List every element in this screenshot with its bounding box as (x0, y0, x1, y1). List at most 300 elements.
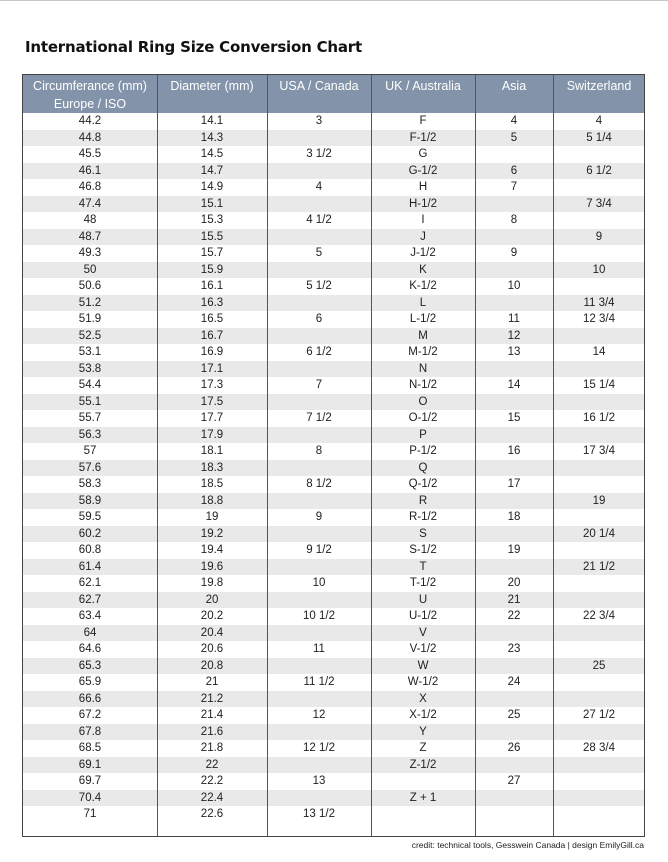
cell-circumference: 50.6 (78, 280, 102, 292)
cell-circumference: 54.4 (78, 379, 102, 391)
cell-asia: 23 (507, 643, 521, 655)
cell-diameter: 16.3 (200, 296, 224, 309)
cell-circumference: 69.7 (78, 775, 102, 787)
cell-asia: 25 (507, 709, 521, 721)
table-row (23, 476, 644, 493)
cell-diameter: 21.4 (200, 709, 224, 721)
cell-uk-australia: N-1/2 (408, 379, 438, 391)
cell-usa-canada (267, 625, 371, 642)
cell-diameter: 21.2 (200, 692, 224, 705)
cell-switzerland: 7 3/4 (586, 197, 612, 210)
cell-circumference: 62.1 (78, 577, 102, 589)
cell-asia (475, 806, 553, 823)
cell-asia: 27 (507, 775, 521, 787)
cell-circumference: 58.3 (78, 478, 102, 490)
cell-circumference: 51.9 (78, 313, 102, 325)
cell-switzerland (553, 212, 645, 229)
cell-asia (475, 146, 553, 163)
table-row (23, 311, 644, 328)
cell-switzerland (553, 592, 645, 609)
cell-uk-australia: H (418, 181, 428, 193)
cell-usa-canada (267, 196, 371, 213)
table-row (23, 724, 644, 741)
cell-usa-canada: 8 1/2 (306, 478, 332, 490)
cell-switzerland: 6 1/2 (586, 164, 612, 177)
cell-diameter: 14.5 (200, 148, 224, 160)
cell-circumference: 45.5 (78, 148, 102, 160)
cell-diameter: 14.3 (200, 131, 224, 144)
cell-usa-canada (267, 526, 371, 543)
cell-circumference: 53.8 (78, 362, 102, 375)
cell-switzerland (553, 691, 645, 708)
cell-switzerland: 17 3/4 (583, 445, 615, 457)
cell-uk-australia: J-1/2 (410, 247, 436, 259)
cell-uk-australia: N (418, 362, 428, 375)
cell-usa-canada (267, 757, 371, 774)
cell-asia: 14 (507, 379, 521, 391)
cell-uk-australia: S (419, 527, 427, 540)
cell-uk-australia: W-1/2 (407, 676, 439, 688)
cell-switzerland (553, 476, 645, 493)
cell-asia: 22 (507, 610, 521, 622)
cell-asia (475, 724, 553, 741)
cell-circumference: 62.7 (78, 593, 102, 606)
cell-switzerland (553, 773, 645, 790)
cell-asia (475, 625, 553, 642)
cell-diameter: 20.8 (200, 659, 224, 672)
cell-uk-australia: V (419, 626, 427, 639)
table-row (23, 245, 644, 262)
cell-asia (475, 691, 553, 708)
cell-asia: 26 (507, 742, 521, 754)
cell-switzerland: 22 3/4 (583, 610, 615, 622)
cell-circumference: 57.6 (78, 461, 102, 474)
cell-circumference: 49.3 (78, 247, 102, 259)
cell-uk-australia: K-1/2 (409, 280, 437, 292)
cell-asia: 9 (510, 247, 518, 259)
cell-asia: 11 (508, 313, 520, 325)
cell-asia (475, 790, 553, 807)
table-row (23, 146, 644, 163)
table-row (23, 163, 644, 180)
cell-diameter: 15.7 (200, 247, 224, 259)
cell-usa-canada: 13 (312, 775, 326, 787)
cell-switzerland (553, 790, 645, 807)
cell-circumference: 60.8 (78, 544, 102, 556)
cell-diameter: 16.5 (200, 313, 224, 325)
credit-note: credit: technical tools, Gesswein Canada | design EmilyGill.ca (411, 840, 644, 850)
column-divider (475, 75, 476, 836)
cell-uk-australia: M-1/2 (408, 346, 438, 358)
cell-uk-australia: U (418, 593, 428, 606)
cell-asia: 24 (507, 676, 521, 688)
cell-uk-australia: P-1/2 (409, 445, 437, 457)
cell-diameter: 15.3 (200, 214, 224, 226)
cell-switzerland: 20 1/4 (583, 527, 615, 540)
cell-diameter: 18.1 (200, 445, 224, 457)
cell-uk-australia: W (417, 659, 429, 672)
cell-switzerland (553, 806, 645, 823)
table-row (23, 806, 644, 823)
cell-circumference: 53.1 (78, 346, 102, 358)
cell-circumference: 57 (83, 445, 97, 457)
page-title: International Ring Size Conversion Chart (25, 38, 362, 56)
cell-usa-canada: 12 (312, 709, 326, 721)
cell-circumference: 48.7 (78, 230, 102, 243)
cell-asia: 15 (507, 412, 521, 424)
header-usa-canada (267, 75, 371, 113)
ring-size-table (22, 74, 645, 837)
cell-usa-canada (267, 559, 371, 576)
cell-diameter: 14.7 (200, 164, 224, 177)
cell-usa-canada (267, 229, 371, 246)
cell-switzerland (553, 179, 645, 196)
cell-switzerland (553, 575, 645, 592)
cell-switzerland (553, 394, 645, 411)
cell-switzerland (553, 328, 645, 345)
cell-circumference: 58.9 (78, 494, 102, 507)
cell-diameter: 16.7 (200, 329, 224, 342)
cell-circumference: 65.3 (78, 659, 102, 672)
cell-diameter: 20 (205, 593, 219, 606)
cell-usa-canada: 3 (315, 115, 323, 127)
cell-switzerland (553, 245, 645, 262)
cell-switzerland: 16 1/2 (583, 412, 615, 424)
table-row (23, 608, 644, 625)
cell-usa-canada: 10 (312, 577, 326, 589)
cell-uk-australia: O (418, 395, 428, 408)
cell-switzerland: 14 (592, 346, 606, 358)
cell-diameter: 15.9 (200, 263, 224, 276)
cell-circumference: 60.2 (78, 527, 102, 540)
cell-usa-canada (267, 328, 371, 345)
cell-circumference: 55.1 (78, 395, 102, 408)
cell-usa-canada (267, 724, 371, 741)
cell-uk-australia: J (420, 230, 426, 243)
cell-uk-australia: V-1/2 (409, 643, 437, 655)
cell-uk-australia: R-1/2 (408, 511, 438, 523)
cell-switzerland (553, 724, 645, 741)
table-row (23, 427, 644, 444)
table-row (23, 196, 644, 213)
cell-diameter: 22.4 (200, 791, 224, 804)
cell-switzerland: 27 1/2 (583, 709, 615, 721)
cell-uk-australia: F-1/2 (409, 131, 437, 144)
cell-diameter: 19.6 (200, 560, 224, 573)
cell-asia: 7 (510, 181, 518, 193)
cell-circumference: 67.8 (78, 725, 102, 738)
cell-diameter: 21 (205, 676, 219, 688)
cell-uk-australia: T-1/2 (409, 577, 437, 589)
cell-usa-canada (267, 163, 371, 180)
cell-diameter: 20.6 (200, 643, 224, 655)
cell-asia (475, 658, 553, 675)
cell-switzerland (553, 674, 645, 691)
column-divider (157, 75, 158, 836)
table-row (23, 641, 644, 658)
cell-asia (475, 493, 553, 510)
cell-switzerland (553, 542, 645, 559)
cell-circumference: 66.6 (78, 692, 102, 705)
cell-usa-canada (267, 592, 371, 609)
cell-usa-canada: 11 (313, 643, 325, 655)
cell-diameter: 17.3 (200, 379, 224, 391)
cell-diameter: 21.6 (200, 725, 224, 738)
cell-diameter: 21.8 (200, 742, 224, 754)
table-row (23, 130, 644, 147)
cell-asia: 13 (507, 346, 521, 358)
cell-diameter: 18.3 (200, 461, 224, 474)
cell-circumference: 56.3 (78, 428, 102, 441)
cell-uk-australia: T (419, 560, 427, 573)
cell-asia: 16 (507, 445, 521, 457)
cell-diameter: 18.8 (200, 494, 224, 507)
table-row (23, 361, 644, 378)
cell-uk-australia: Z (419, 742, 427, 754)
table-row (23, 526, 644, 543)
cell-switzerland: 12 3/4 (583, 313, 615, 325)
cell-circumference: 51.2 (78, 296, 102, 309)
table-row (23, 790, 644, 807)
cell-circumference: 64 (83, 626, 97, 639)
cell-diameter: 22.6 (200, 808, 224, 820)
cell-usa-canada: 11 1/2 (303, 676, 335, 688)
table-row (23, 460, 644, 477)
cell-usa-canada (267, 361, 371, 378)
cell-uk-australia (371, 773, 475, 790)
header-uk-australia (371, 75, 475, 113)
cell-circumference: 48 (83, 214, 97, 226)
cell-uk-australia: G-1/2 (408, 164, 438, 177)
cell-uk-australia: Z + 1 (409, 791, 437, 804)
cell-circumference: 52.5 (78, 329, 102, 342)
cell-uk-australia: U-1/2 (408, 610, 438, 622)
cell-usa-canada: 9 1/2 (306, 544, 332, 556)
table-row (23, 542, 644, 559)
cell-switzerland (553, 757, 645, 774)
cell-asia: 17 (507, 478, 521, 490)
cell-diameter: 19 (205, 511, 219, 523)
cell-switzerland (553, 278, 645, 295)
cell-usa-canada: 6 (315, 313, 323, 325)
cell-switzerland (553, 625, 645, 642)
cell-usa-canada (267, 493, 371, 510)
cell-diameter: 16.9 (200, 346, 224, 358)
table-row (23, 328, 644, 345)
cell-diameter: 14.9 (200, 181, 224, 193)
cell-diameter: 17.1 (200, 362, 224, 375)
cell-circumference: 71 (83, 808, 97, 820)
cell-asia (475, 196, 553, 213)
table-row (23, 757, 644, 774)
table-row (23, 179, 644, 196)
table-row (23, 493, 644, 510)
table-row (23, 344, 644, 361)
cell-uk-australia: Q (418, 461, 428, 474)
cell-usa-canada (267, 460, 371, 477)
table-row (23, 559, 644, 576)
cell-uk-australia: X-1/2 (409, 709, 437, 721)
cell-usa-canada: 8 (315, 445, 323, 457)
cell-circumference: 44.8 (78, 131, 102, 144)
cell-usa-canada (267, 295, 371, 312)
cell-uk-australia: S-1/2 (409, 544, 437, 556)
cell-usa-canada: 12 1/2 (303, 742, 335, 754)
cell-circumference: 46.1 (78, 164, 102, 177)
cell-usa-canada: 7 (315, 379, 323, 391)
cell-asia (475, 229, 553, 246)
cell-switzerland (553, 427, 645, 444)
table-row (23, 295, 644, 312)
table-row (23, 575, 644, 592)
cell-usa-canada: 4 (315, 181, 323, 193)
cell-asia: 18 (507, 511, 521, 523)
cell-usa-canada: 5 1/2 (306, 280, 332, 292)
cell-usa-canada (267, 394, 371, 411)
top-divider (0, 0, 668, 1)
cell-usa-canada (267, 130, 371, 147)
cell-asia: 10 (507, 280, 521, 292)
table-row (23, 592, 644, 609)
cell-asia (475, 262, 553, 279)
table-row (23, 691, 644, 708)
cell-diameter: 22 (205, 758, 219, 771)
cell-switzerland (553, 460, 645, 477)
header-label: UK / Australia (385, 79, 461, 93)
cell-usa-canada (267, 427, 371, 444)
cell-uk-australia: Q-1/2 (408, 478, 438, 490)
header-circumference (23, 75, 157, 113)
cell-asia: 5 (510, 131, 518, 144)
cell-switzerland: 28 3/4 (583, 742, 615, 754)
table-row (23, 740, 644, 757)
cell-uk-australia: R (418, 494, 428, 507)
cell-uk-australia: G (418, 148, 428, 160)
cell-asia: 21 (507, 593, 521, 606)
cell-usa-canada: 4 1/2 (306, 214, 332, 226)
cell-diameter: 20.4 (200, 626, 224, 639)
cell-uk-australia: Y (419, 725, 427, 738)
cell-diameter: 20.2 (200, 610, 224, 622)
cell-switzerland: 15 1/4 (583, 379, 615, 391)
cell-circumference: 64.6 (78, 643, 102, 655)
cell-asia: 19 (507, 544, 521, 556)
cell-diameter: 19.4 (200, 544, 224, 556)
header-asia (475, 75, 553, 113)
cell-asia: 12 (507, 329, 521, 342)
cell-circumference: 68.5 (78, 742, 102, 754)
cell-asia (475, 460, 553, 477)
cell-usa-canada (267, 658, 371, 675)
table-row (23, 262, 644, 279)
cell-asia: 20 (507, 577, 521, 589)
column-divider (553, 75, 554, 836)
cell-uk-australia: P (419, 428, 427, 441)
cell-usa-canada (267, 691, 371, 708)
cell-diameter: 14.1 (200, 115, 224, 127)
header-label: Circumferance (mm) (33, 79, 147, 93)
table-row (23, 674, 644, 691)
cell-diameter: 18.5 (200, 478, 224, 490)
header-label: USA / Canada (279, 79, 359, 93)
cell-circumference: 63.4 (78, 610, 102, 622)
cell-circumference: 55.7 (78, 412, 102, 424)
cell-switzerland (553, 641, 645, 658)
table-row (23, 394, 644, 411)
cell-usa-canada (267, 262, 371, 279)
cell-uk-australia: F (419, 115, 427, 127)
table-row (23, 509, 644, 526)
table-row (23, 443, 644, 460)
cell-uk-australia: L (419, 296, 427, 309)
cell-uk-australia: I (421, 214, 425, 226)
header-label: Switzerland (566, 79, 632, 93)
cell-usa-canada: 10 1/2 (303, 610, 335, 622)
cell-circumference: 50 (83, 263, 97, 276)
cell-uk-australia: H-1/2 (408, 197, 438, 210)
cell-circumference: 65.9 (78, 676, 102, 688)
cell-usa-canada: 13 1/2 (303, 808, 335, 820)
cell-switzerland: 19 (592, 494, 606, 507)
cell-diameter: 19.2 (200, 527, 224, 540)
table-row (23, 773, 644, 790)
cell-diameter: 19.8 (200, 577, 224, 589)
cell-circumference: 61.4 (78, 560, 102, 573)
cell-uk-australia: X (419, 692, 427, 705)
column-divider (371, 75, 372, 836)
cell-circumference: 44.2 (78, 115, 102, 127)
table-row (23, 377, 644, 394)
cell-uk-australia: O-1/2 (408, 412, 438, 424)
cell-switzerland: 4 (595, 115, 603, 127)
cell-usa-canada: 3 1/2 (306, 148, 332, 160)
table-row (23, 410, 644, 427)
cell-switzerland (553, 361, 645, 378)
cell-uk-australia: Z-1/2 (409, 758, 437, 771)
header-switzerland (553, 75, 645, 113)
cell-switzerland: 21 1/2 (583, 560, 615, 573)
cell-asia (475, 559, 553, 576)
cell-diameter: 17.9 (200, 428, 224, 441)
cell-usa-canada: 6 1/2 (306, 346, 332, 358)
column-divider (267, 75, 268, 836)
header-diameter (157, 75, 267, 113)
cell-asia (475, 427, 553, 444)
table-row (23, 212, 644, 229)
table-row (23, 625, 644, 642)
cell-asia (475, 526, 553, 543)
cell-circumference: 46.8 (78, 181, 102, 193)
cell-switzerland (553, 509, 645, 526)
cell-diameter: 17.5 (200, 395, 224, 408)
cell-diameter: 15.1 (200, 197, 224, 210)
cell-diameter: 17.7 (200, 412, 224, 424)
table-row (23, 278, 644, 295)
cell-asia: 4 (510, 115, 518, 127)
cell-uk-australia (371, 806, 475, 823)
cell-asia (475, 295, 553, 312)
cell-uk-australia: L-1/2 (409, 313, 437, 325)
cell-switzerland: 9 (595, 230, 603, 243)
cell-switzerland: 5 1/4 (586, 131, 612, 144)
cell-switzerland: 10 (592, 263, 606, 276)
cell-diameter: 22.2 (200, 775, 224, 787)
cell-uk-australia: K (419, 263, 427, 276)
cell-usa-canada (267, 790, 371, 807)
cell-uk-australia: M (418, 329, 428, 342)
cell-asia: 6 (510, 164, 518, 177)
table-row (23, 707, 644, 724)
